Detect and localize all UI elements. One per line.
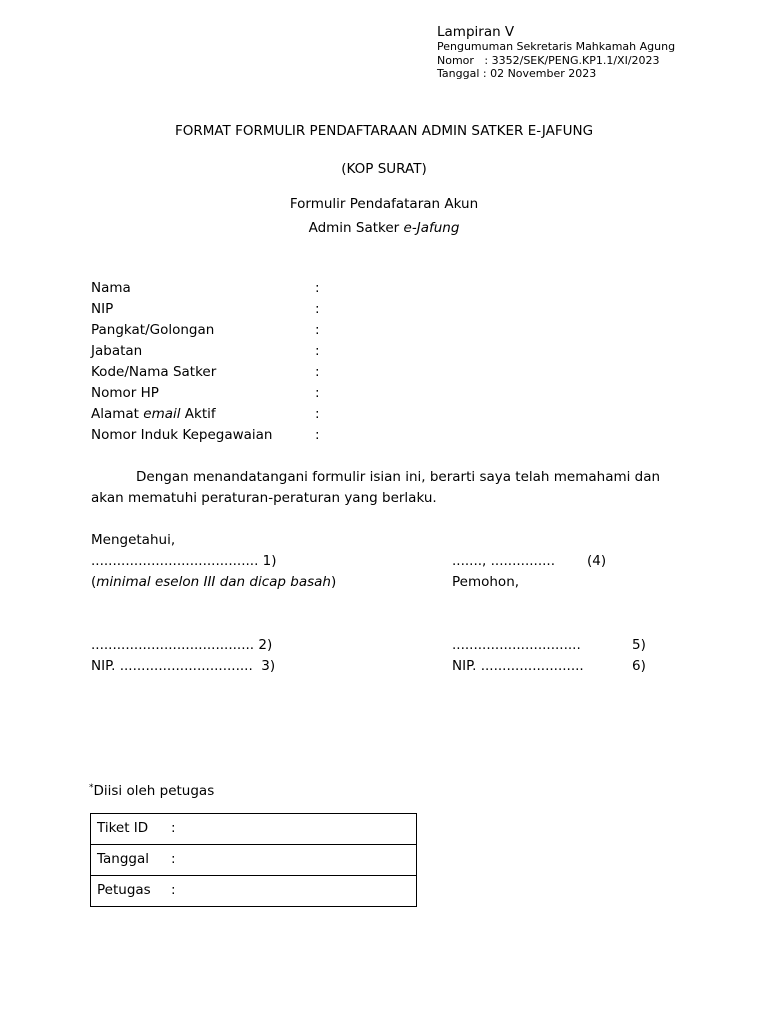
table-cell — [91, 876, 417, 907]
subtitle-line2-italic: e-Jafung — [403, 220, 460, 236]
right-nip-line: NIP. ........................ — [452, 658, 584, 674]
field-nama-label: Nama — [91, 280, 131, 296]
table-row — [91, 876, 417, 907]
field-nama-colon: : — [315, 280, 320, 296]
left-name-line: ...................................... 2) — [91, 637, 273, 653]
field-email-suffix: Aktif — [180, 406, 216, 422]
field-email-prefix: Alamat — [91, 406, 144, 422]
statement-line1: Dengan menandatangani formulir isian ini, berarti saya telah memahami dan — [136, 469, 661, 485]
petugas-label: Petugas — [97, 882, 151, 898]
field-email-colon: : — [315, 406, 320, 422]
place-date-number: (4) — [587, 553, 607, 569]
field-satker-label: Kode/Nama Satker — [91, 364, 217, 380]
tanggal-colon: : — [171, 851, 176, 867]
left-signature-note — [91, 574, 336, 590]
tiket-id-colon: : — [171, 820, 176, 836]
form-title: FORMAT FORMULIR PENDAFTARAAN ADMIN SATKER E-JAFUNG — [174, 123, 594, 139]
table-cell — [91, 845, 417, 876]
officer-note — [89, 783, 214, 799]
right-name-number: 5) — [632, 637, 646, 653]
lampiran-label: Lampiran V — [437, 24, 515, 40]
field-pangkat-colon: : — [315, 322, 320, 338]
asterisk: * — [89, 783, 94, 793]
table-row — [91, 814, 417, 845]
table-row — [91, 845, 417, 876]
note-open: ( — [91, 574, 97, 590]
table-cell — [91, 814, 417, 845]
field-hp-colon: : — [315, 385, 320, 401]
pengumuman-line: Pengumuman Sekretaris Mahkamah Agung — [437, 40, 676, 53]
place-date-line: ......., ............... — [452, 553, 555, 569]
field-nik-label: Nomor Induk Kepegawaian — [91, 427, 273, 443]
right-nip-number: 6) — [632, 658, 646, 674]
right-name-line: .............................. — [452, 637, 581, 653]
note-close: ) — [330, 574, 337, 590]
tanggal-line: Tanggal : 02 November 2023 — [437, 67, 597, 80]
field-pangkat-label: Pangkat/Golongan — [91, 322, 215, 338]
left-nip-line: NIP. ............................... 3) — [91, 658, 276, 674]
mengetahui-label: Mengetahui, — [91, 532, 176, 548]
petugas-colon: : — [171, 882, 176, 898]
field-nik-colon: : — [315, 427, 320, 443]
pemohon-label: Pemohon, — [452, 574, 520, 590]
tanggal-label: Tanggal — [97, 851, 150, 867]
field-email-italic: email — [143, 406, 181, 422]
field-hp-label: Nomor HP — [91, 385, 159, 401]
tiket-id-label: Tiket ID — [97, 820, 149, 836]
officer-table — [90, 813, 417, 907]
subtitle-line2-text: Admin Satker — [308, 220, 404, 236]
officer-note-text: Diisi oleh petugas — [93, 783, 215, 799]
subtitle-line1: Formulir Pendafataran Akun — [289, 196, 479, 212]
field-nip-colon: : — [315, 301, 320, 317]
kop-surat: (KOP SURAT) — [341, 161, 427, 177]
subtitle-line2 — [0, 220, 768, 236]
field-jabatan-colon: : — [315, 343, 320, 359]
note-italic: minimal eselon III dan dicap basah — [96, 574, 331, 590]
field-jabatan-label: Jabatan — [91, 343, 143, 359]
field-nip-label: NIP — [91, 301, 114, 317]
statement-line2: akan mematuhi peraturan-peraturan yang berlaku. — [91, 490, 437, 506]
field-satker-colon: : — [315, 364, 320, 380]
left-signature-line: ....................................... 1) — [91, 553, 277, 569]
field-email-label — [91, 406, 216, 422]
nomor-line: Nomor : 3352/SEK/PENG.KP1.1/XI/2023 — [437, 54, 660, 67]
